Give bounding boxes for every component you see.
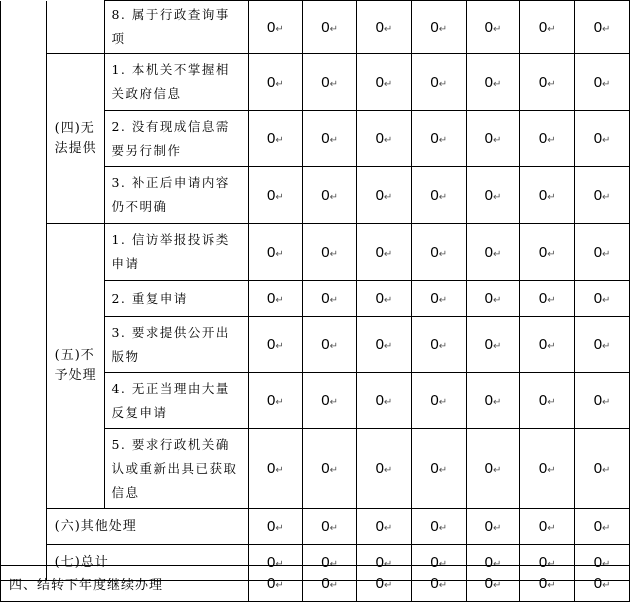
value-cell: 0↵ (357, 281, 412, 317)
value-cell: 0↵ (411, 167, 466, 224)
value-cell: 0↵ (303, 281, 357, 317)
value-cell: 0↵ (520, 566, 575, 602)
value-cell: 0↵ (411, 111, 466, 167)
value-cell: 0↵ (520, 317, 575, 373)
value-cell: 0↵ (411, 509, 466, 545)
value-cell: 0↵ (575, 167, 630, 224)
value-cell: 0↵ (520, 429, 575, 509)
value-cell: 0↵ (411, 224, 466, 281)
value-cell: 0↵ (357, 509, 412, 545)
category-cell-empty (46, 1, 105, 54)
item-label: 5. 要求行政机关确认或重新出具已获取信息 (105, 429, 248, 509)
value-cell: 0↵ (411, 54, 466, 111)
table-row (1, 509, 630, 545)
item-label: 3. 要求提供公开出版物 (105, 317, 248, 373)
value-cell: 0↵ (303, 545, 357, 581)
value-cell: 0↵ (411, 566, 466, 602)
value-cell: 0↵ (357, 54, 412, 111)
value-cell: 0↵ (357, 1, 412, 54)
value-cell: 0↵ (248, 167, 303, 224)
item-label: 1. 信访举报投诉类申请 (105, 224, 248, 281)
value-cell: 0↵ (466, 566, 520, 602)
value-cell: 0↵ (248, 1, 303, 54)
value-cell: 0↵ (411, 429, 466, 509)
value-cell: 0↵ (466, 545, 520, 581)
value-cell: 0↵ (303, 1, 357, 54)
value-cell: 0↵ (248, 566, 303, 602)
value-cell: 0↵ (357, 566, 412, 602)
value-cell: 0↵ (303, 111, 357, 167)
value-cell: 0↵ (248, 317, 303, 373)
value-cell: 0↵ (303, 373, 357, 429)
value-cell: 0↵ (520, 509, 575, 545)
table-row (1, 566, 630, 602)
value-cell: 0↵ (520, 111, 575, 167)
value-cell: 0↵ (303, 317, 357, 373)
value-cell: 0↵ (575, 373, 630, 429)
other-processing-label: (六)其他处理 (46, 509, 248, 545)
value-cell: 0↵ (575, 54, 630, 111)
category-cell: (四)无法提供 (46, 54, 105, 224)
value-cell: 0↵ (357, 317, 412, 373)
value-cell: 0↵ (357, 224, 412, 281)
value-cell: 0↵ (303, 224, 357, 281)
value-cell: 0↵ (357, 429, 412, 509)
value-cell: 0↵ (248, 224, 303, 281)
value-cell: 0↵ (575, 224, 630, 281)
category-cell: (五)不予处理 (46, 224, 105, 509)
value-cell: 0↵ (357, 373, 412, 429)
item-label: 3. 补正后申请内容仍不明确 (105, 167, 248, 224)
value-cell: 0↵ (466, 317, 520, 373)
outer-left-column (1, 1, 47, 581)
value-cell: 0↵ (303, 429, 357, 509)
carry-over-table (0, 565, 630, 602)
value-cell: 0↵ (520, 281, 575, 317)
value-cell: 0↵ (520, 1, 575, 54)
value-cell: 0↵ (303, 509, 357, 545)
value-cell: 0↵ (357, 545, 412, 581)
value-cell: 0↵ (575, 429, 630, 509)
value-cell: 0↵ (466, 54, 520, 111)
value-cell: 0↵ (466, 1, 520, 54)
value-cell: 0↵ (520, 373, 575, 429)
value-cell: 0↵ (466, 224, 520, 281)
value-cell: 0↵ (357, 111, 412, 167)
total-label: (七)总计 (46, 545, 248, 581)
item-label: 2. 没有现成信息需要另行制作 (105, 111, 248, 167)
table-row (1, 224, 630, 281)
value-cell: 0↵ (411, 281, 466, 317)
value-cell: 0↵ (248, 429, 303, 509)
value-cell: 0↵ (466, 509, 520, 545)
value-cell: 0↵ (575, 545, 630, 581)
item-label: 8. 属于行政查询事项 (105, 1, 248, 54)
value-cell: 0↵ (303, 566, 357, 602)
item-label: 2. 重复申请 (105, 281, 248, 317)
table-row (1, 54, 630, 111)
value-cell: 0↵ (466, 281, 520, 317)
value-cell: 0↵ (575, 1, 630, 54)
item-label: 1. 本机关不掌握相关政府信息 (105, 54, 248, 111)
value-cell: 0↵ (520, 224, 575, 281)
value-cell: 0↵ (575, 281, 630, 317)
value-cell: 0↵ (520, 167, 575, 224)
value-cell: 0↵ (248, 545, 303, 581)
value-cell: 0↵ (411, 545, 466, 581)
value-cell: 0↵ (466, 167, 520, 224)
value-cell: 0↵ (466, 111, 520, 167)
value-cell: 0↵ (248, 111, 303, 167)
value-cell: 0↵ (248, 373, 303, 429)
value-cell: 0↵ (466, 429, 520, 509)
value-cell: 0↵ (248, 509, 303, 545)
value-cell: 0↵ (411, 1, 466, 54)
value-cell: 0↵ (575, 317, 630, 373)
value-cell: 0↵ (248, 54, 303, 111)
value-cell: 0↵ (520, 545, 575, 581)
value-cell: 0↵ (466, 373, 520, 429)
value-cell: 0↵ (520, 54, 575, 111)
value-cell: 0↵ (357, 167, 412, 224)
value-cell: 0↵ (411, 373, 466, 429)
value-cell: 0↵ (303, 167, 357, 224)
value-cell: 0↵ (575, 111, 630, 167)
item-label: 4. 无正当理由大量反复申请 (105, 373, 248, 429)
value-cell: 0↵ (575, 566, 630, 602)
carry-over-label: 四、结转下年度继续办理 (1, 566, 249, 602)
value-cell: 0↵ (303, 54, 357, 111)
value-cell: 0↵ (575, 509, 630, 545)
value-cell: 0↵ (411, 317, 466, 373)
value-cell: 0↵ (248, 281, 303, 317)
table-row (1, 1, 630, 54)
